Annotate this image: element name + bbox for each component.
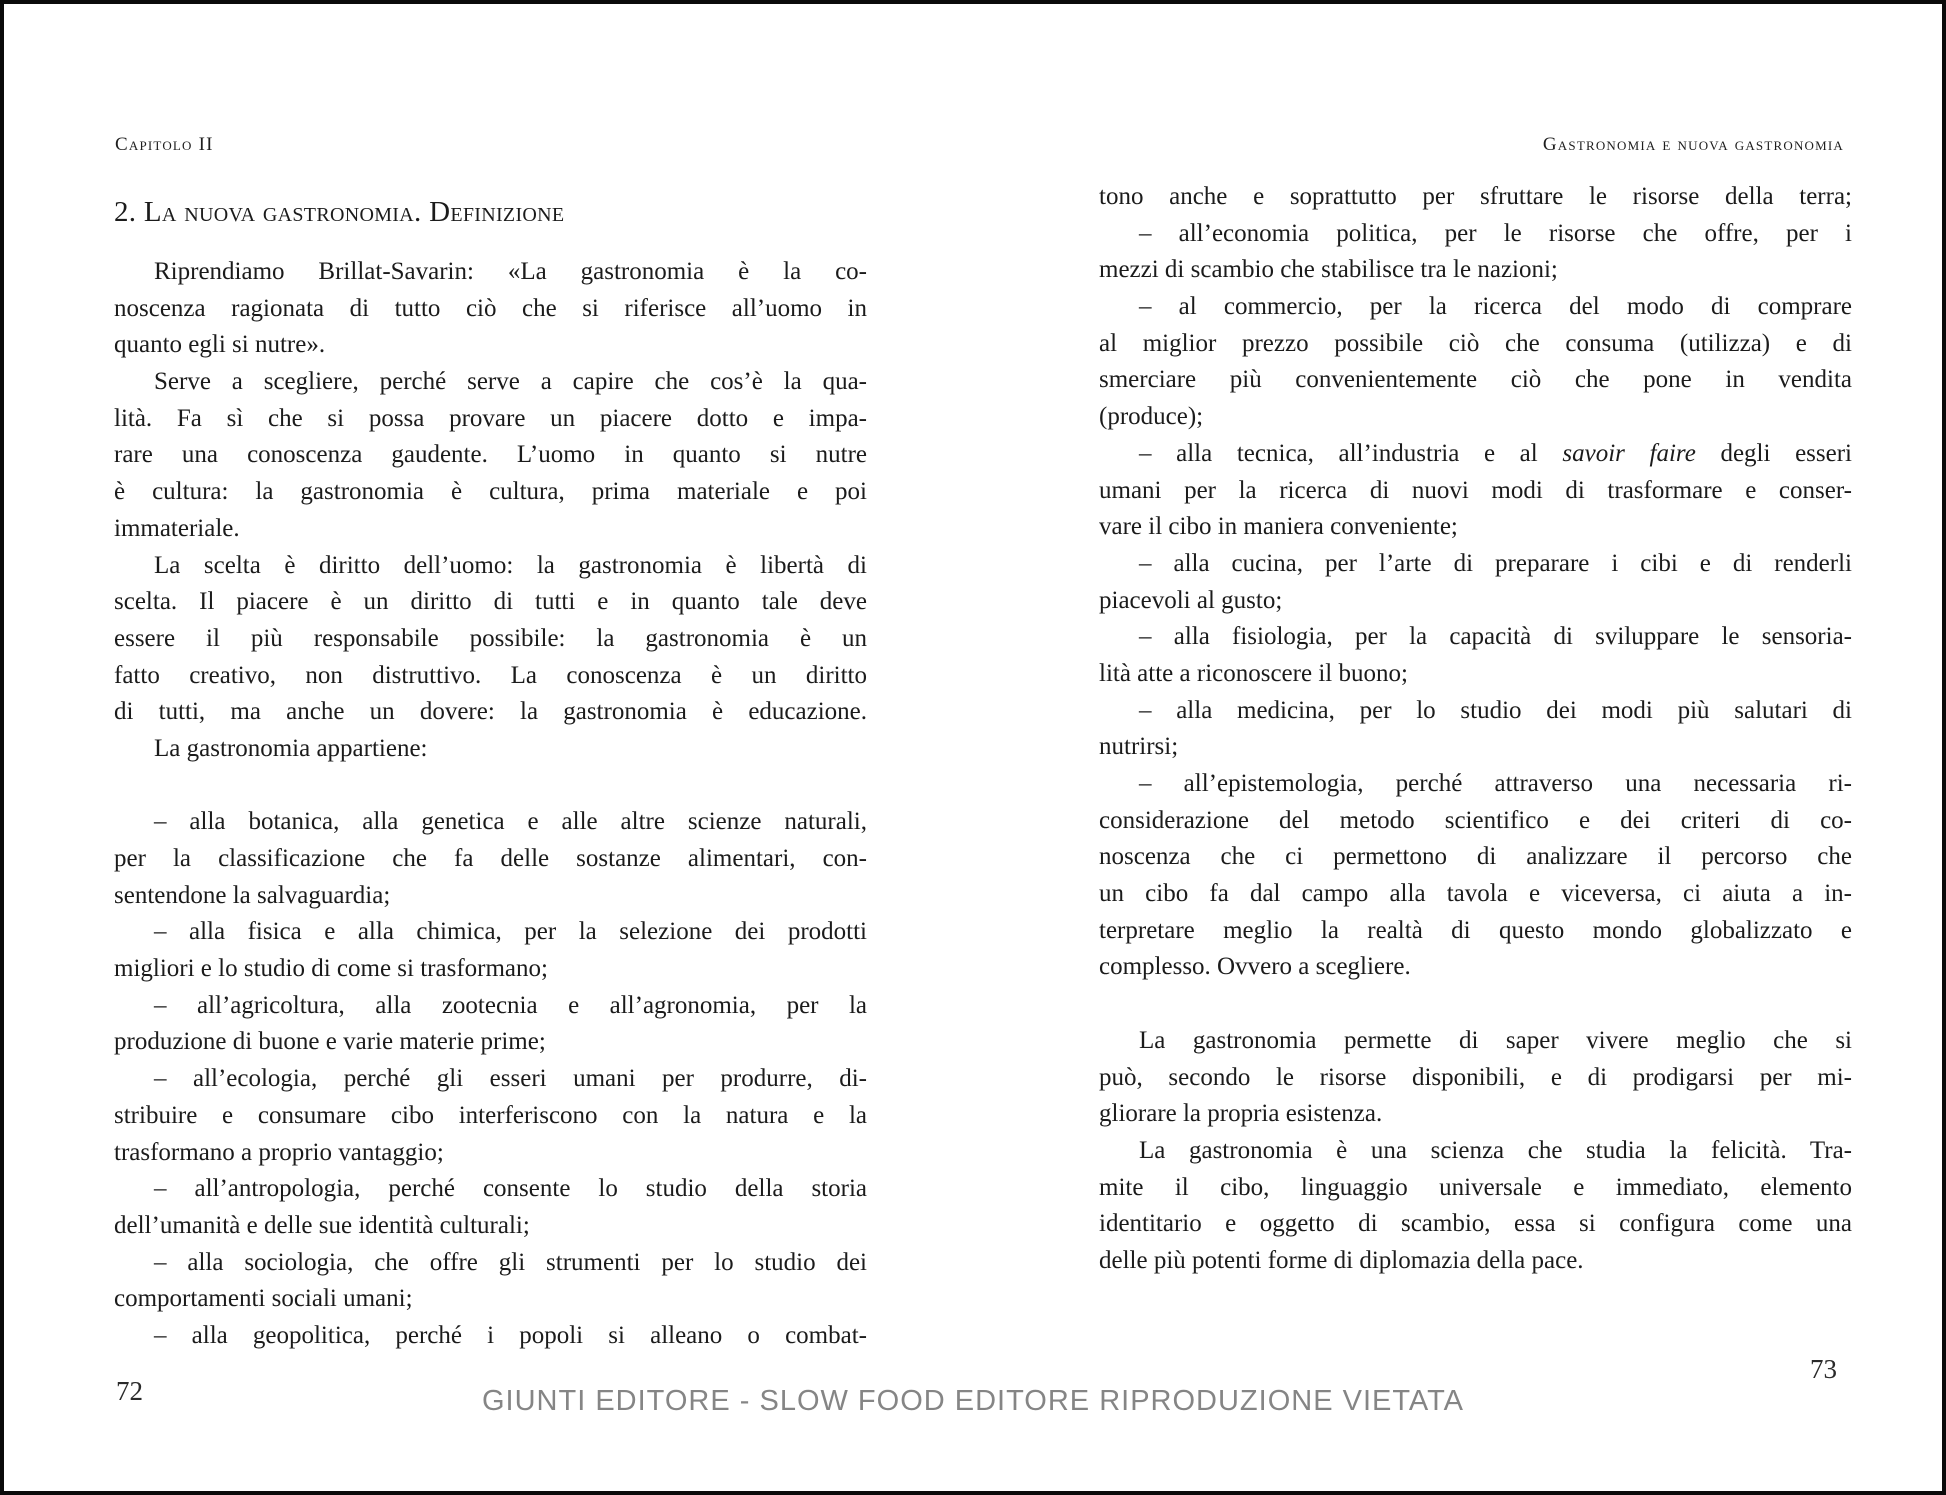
text-line: – all’ecologia, perché gli esseri umani per produrre, di- — [154, 1065, 867, 1093]
paragraph — [1099, 1133, 1852, 1280]
text-line: scelta. Il piacere è un diritto di tutti e in quanto tale deve — [114, 588, 867, 616]
text-line: – alla tecnica, all’industria e al savoir faire degli esseri — [1139, 439, 1852, 467]
text-line: nutrirsi; — [1099, 733, 1179, 761]
text-line: La gastronomia permette di saper vivere meglio che si — [1139, 1026, 1852, 1054]
text-line: di tutti, ma anche un dovere: la gastronomia è educazione. — [114, 698, 867, 726]
list-item — [1099, 289, 1852, 436]
text-line: (produce); — [1099, 403, 1204, 431]
list-item — [114, 988, 867, 1061]
paragraph — [114, 731, 867, 768]
text-line: – al commercio, per la ricerca del modo di comprare — [1139, 293, 1852, 321]
text-line: Serve a scegliere, perché serve a capire che cos’è la qua- — [154, 368, 867, 396]
list-item — [1099, 766, 1852, 986]
text-line: – alla fisiologia, per la capacità di sviluppare le sensoria- — [1139, 623, 1852, 651]
paragraph — [114, 548, 867, 731]
text-line: delle più potenti forme di diplomazia della pace. — [1099, 1246, 1584, 1274]
text-line: immateriale. — [114, 514, 240, 542]
text-line: umani per la ricerca di nuovi modi di trasformare e conser- — [1099, 476, 1852, 504]
text-line: considerazione del metodo scientifico e dei criteri di co- — [1099, 806, 1852, 834]
text-line: dell’umanità e delle sue identità culturali; — [114, 1211, 530, 1239]
text-line: complesso. Ovvero a scegliere. — [1099, 953, 1411, 981]
text-line: rare una conoscenza gaudente. L’uomo in quanto si nutre — [114, 441, 867, 469]
text-line: identitario e oggetto di scambio, essa si configura come una — [1099, 1210, 1852, 1238]
text-line: – all’economia politica, per le risorse che offre, per i — [1139, 219, 1852, 247]
text-line: La gastronomia appartiene: — [154, 734, 428, 762]
text-line: può, secondo le risorse disponibili, e di prodigarsi per mi- — [1099, 1063, 1852, 1091]
text-line: è cultura: la gastronomia è cultura, prima materiale e poi — [114, 478, 867, 506]
text-line: – all’epistemologia, perché attraverso una necessaria ri- — [1139, 770, 1852, 797]
text-line: produzione di buone e varie materie prime; — [114, 1028, 546, 1056]
text-line: fatto creativo, non distruttivo. La conoscenza è un diritto — [114, 661, 867, 689]
text-line: un cibo fa dal campo alla tavola e viceversa, ci aiuta a in- — [1099, 880, 1852, 908]
list-item — [1099, 546, 1852, 619]
page-number-left: 72 — [116, 1376, 143, 1406]
list-item — [114, 1171, 867, 1244]
publisher-watermark: GIUNTI EDITORE - SLOW FOOD EDITORE RIPRODUZIONE VIETATA — [482, 1385, 1464, 1417]
text-line: terpretare meglio la realtà di questo mondo globalizzato e — [1099, 916, 1852, 944]
text-line: – alla geopolitica, perché i popoli si alleano o combat- — [154, 1321, 867, 1349]
text-line: – alla sociologia, che offre gli strumenti per lo studio dei — [154, 1248, 867, 1276]
list-item — [1099, 216, 1852, 289]
text-line: piacevoli al gusto; — [1099, 586, 1283, 614]
paragraph — [114, 364, 867, 547]
paragraph — [1099, 1023, 1852, 1133]
text-line: noscenza che ci permettono di analizzare il percorso che — [1099, 843, 1852, 871]
text-line: lità. Fa sì che si possa provare un piacere dotto e impa- — [114, 404, 867, 432]
section-title: 2. La nuova gastronomia. Definizione — [114, 196, 565, 228]
text-line: – all’agricoltura, alla zootecnia e all’agronomia, per la — [154, 991, 867, 1019]
paragraph-gap — [114, 768, 867, 805]
paragraph — [1099, 179, 1852, 216]
running-header-left: Capitolo II — [115, 134, 214, 155]
text-line: noscenza ragionata di tutto ciò che si riferisce all’uomo in — [114, 294, 867, 322]
list-item — [114, 914, 867, 987]
list-item — [1099, 619, 1852, 692]
paragraph-gap — [1099, 986, 1852, 1023]
text-line: stribuire e consumare cibo interferiscono con la natura e la — [114, 1101, 867, 1129]
text-line: trasformano a proprio vantaggio; — [114, 1138, 444, 1166]
text-line: – alla fisica e alla chimica, per la selezione dei prodotti — [154, 918, 867, 946]
text-line: smerciare più convenientemente ciò che pone in vendita — [1099, 366, 1852, 394]
text-line: – alla botanica, alla genetica e alle altre scienze naturali, — [154, 808, 867, 836]
text-line: La gastronomia è una scienza che studia la felicità. Tra- — [1139, 1136, 1852, 1164]
list-item — [114, 1061, 867, 1171]
text-line: comportamenti sociali umani; — [114, 1285, 413, 1313]
text-line: migliori e lo studio di come si trasformano; — [114, 955, 548, 983]
text-line: gliorare la propria esistenza. — [1099, 1100, 1383, 1128]
text-line: vare il cibo in maniera conveniente; — [1099, 513, 1458, 541]
text-line: – alla cucina, per l’arte di preparare i cibi e di renderli — [1139, 549, 1852, 577]
left-text-column — [114, 194, 867, 1355]
text-line: al miglior prezzo possibile ciò che consuma (utilizza) e di — [1099, 329, 1852, 357]
list-item — [1099, 436, 1852, 546]
text-line: quanto egli si nutre». — [114, 331, 326, 359]
text-line: per la classificazione che fa delle sostanze alimentari, con- — [114, 845, 867, 872]
text-line: tono anche e soprattutto per sfruttare le risorse della terra; — [1099, 183, 1852, 210]
text-line: Riprendiamo Brillat-Savarin: «La gastronomia è la co- — [154, 258, 867, 285]
list-item — [114, 804, 867, 914]
list-item — [114, 1245, 867, 1318]
right-text-column — [1099, 179, 1852, 1280]
text-line: essere il più responsabile possibile: la gastronomia è un — [114, 624, 867, 652]
page-number-right: 73 — [1810, 1354, 1837, 1384]
text-line: lità atte a riconoscere il buono; — [1099, 659, 1408, 687]
paragraph — [114, 254, 867, 364]
list-item — [114, 1318, 867, 1355]
text-line: La scelta è diritto dell’uomo: la gastronomia è libertà di — [154, 551, 867, 579]
text-line: sentendone la salvaguardia; — [114, 881, 391, 909]
running-header-right: Gastronomia e nuova gastronomia — [1542, 134, 1844, 155]
text-line: mite il cibo, linguaggio universale e immediato, elemento — [1099, 1173, 1852, 1201]
list-item — [1099, 693, 1852, 766]
text-line: mezzi di scambio che stabilisce tra le nazioni; — [1099, 256, 1558, 284]
text-line: – alla medicina, per lo studio dei modi più salutari di — [1139, 696, 1852, 724]
text-line: – all’antropologia, perché consente lo studio della storia — [154, 1175, 867, 1203]
